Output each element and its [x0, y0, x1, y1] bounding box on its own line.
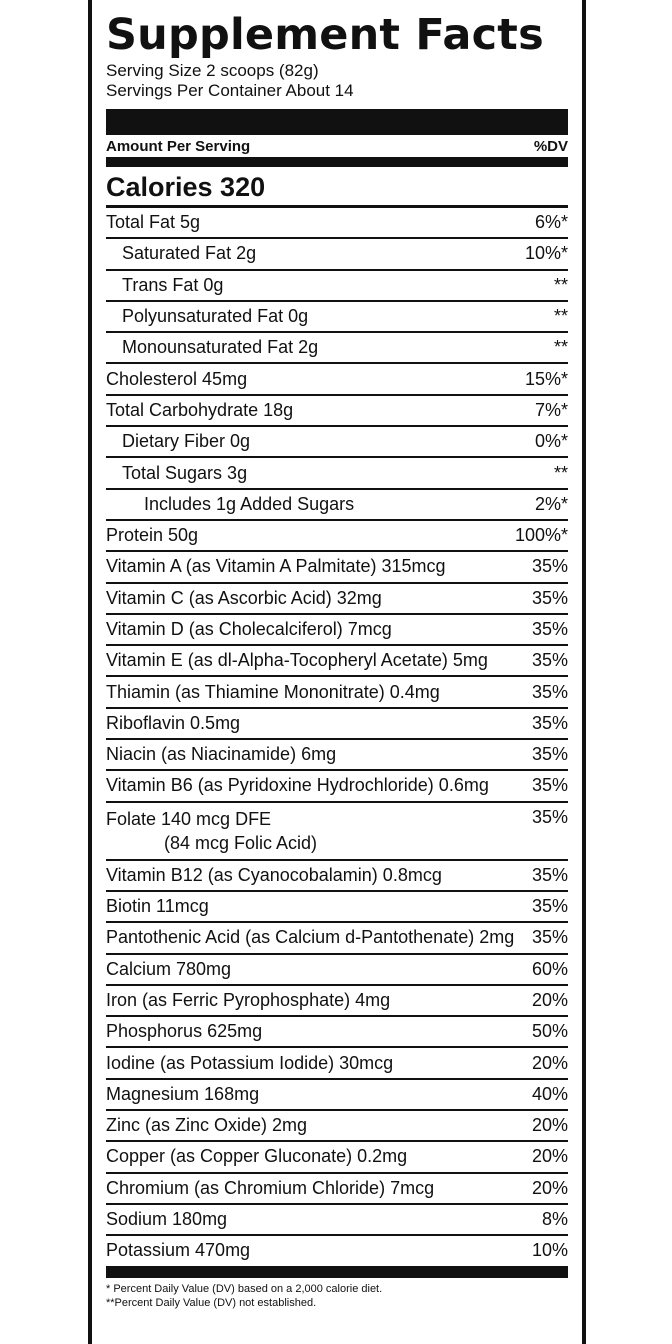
nutrient-dv: 35%: [531, 775, 568, 796]
nutrient-row: [106, 1174, 568, 1205]
calories-row: Calories 320: [106, 167, 568, 208]
nutrient-row: [106, 458, 568, 489]
nutrient-list-secondary: [106, 861, 568, 1268]
nutrient-dv: 20%: [531, 1177, 568, 1198]
nutrient-name: Thiamin (as Thiamine Mononitrate) 0.4mg: [106, 681, 440, 702]
nutrient-dv: 0%*: [534, 431, 568, 452]
servings-per-container: Servings Per Container About 14: [106, 81, 354, 100]
supplement-facts-panel: [88, 0, 586, 1344]
folate-row: [106, 803, 568, 861]
panel-title: Supplement Facts: [106, 10, 544, 60]
nutrient-dv: 35%: [531, 587, 568, 608]
nutrient-name: Polyunsaturated Fat 0g: [122, 306, 309, 327]
nutrient-dv: 20%: [531, 1052, 568, 1073]
nutrient-name: Magnesium 168mg: [106, 1083, 260, 1104]
nutrient-dv: 10%: [531, 1240, 568, 1261]
folate-name: [106, 807, 528, 855]
nutrient-dv: 35%: [531, 927, 568, 948]
nutrient-name: Copper (as Copper Gluconate) 0.2mg: [106, 1146, 408, 1167]
nutrient-dv: 2%*: [534, 493, 568, 514]
nutrient-row: [106, 646, 568, 677]
nutrient-name: Includes 1g Added Sugars: [144, 493, 355, 514]
nutrient-dv: 35%: [531, 744, 568, 765]
nutrient-row: [106, 521, 568, 552]
nutrient-row: [106, 615, 568, 646]
nutrient-name: Pantothenic Acid (as Calcium d-Pantothenate) 2mg: [106, 927, 515, 948]
nutrient-name: Iron (as Ferric Pyrophosphate) 4mg: [106, 989, 391, 1010]
nutrient-list-primary: [106, 208, 568, 803]
nutrient-name: Vitamin B6 (as Pyridoxine Hydrochloride) 0.6mg: [106, 775, 489, 796]
nutrient-dv: 100%*: [514, 525, 568, 546]
nutrient-row: [106, 427, 568, 458]
folate-line1: Folate 140 mcg DFE: [106, 808, 272, 829]
nutrient-name: Zinc (as Zinc Oxide) 2mg: [106, 1115, 308, 1136]
nutrient-dv: 35%: [531, 712, 568, 733]
nutrient-dv: 40%: [531, 1083, 568, 1104]
nutrient-dv: 35%: [531, 556, 568, 577]
nutrient-row: [106, 1111, 568, 1142]
nutrient-row: [106, 986, 568, 1017]
nutrient-row: [106, 333, 568, 364]
nutrient-dv: **: [553, 274, 568, 295]
nutrient-name: Calcium 780mg: [106, 958, 232, 979]
nutrient-row: [106, 584, 568, 615]
nutrient-dv: 35%: [531, 864, 568, 885]
nutrient-row: [106, 677, 568, 708]
nutrient-name: Vitamin E (as dl-Alpha-Tocopheryl Acetate) 5mg: [106, 650, 488, 671]
nutrient-dv: 8%: [541, 1209, 568, 1230]
nutrient-dv: 60%: [531, 958, 568, 979]
nutrient-name: Iodine (as Potassium Iodide) 30mcg: [106, 1052, 394, 1073]
footnote-percent-dv: * Percent Daily Value (DV) based on a 2,000 calorie diet.: [106, 1282, 383, 1295]
serving-size: Serving Size 2 scoops (82g): [106, 61, 319, 80]
nutrient-row: [106, 271, 568, 302]
nutrient-name: Biotin 11mcg: [106, 896, 209, 917]
nutrient-name: Niacin (as Niacinamide) 6mg: [106, 744, 337, 765]
nutrient-row: [106, 208, 568, 239]
nutrient-row: [106, 1080, 568, 1111]
nutrient-row: [106, 1236, 568, 1267]
nutrient-name: Saturated Fat 2g: [122, 243, 257, 264]
nutrient-row: [106, 490, 568, 521]
nutrient-row: [106, 1048, 568, 1079]
nutrient-name: Monounsaturated Fat 2g: [122, 337, 319, 358]
nutrient-name: Vitamin A (as Vitamin A Palmitate) 315mcg: [106, 556, 446, 577]
nutrient-name: Dietary Fiber 0g: [122, 431, 251, 452]
nutrient-row: [106, 302, 568, 333]
nutrient-dv: 20%: [531, 1115, 568, 1136]
footnote-not-established: **Percent Daily Value (DV) not established.: [106, 1296, 317, 1309]
nutrient-row: [106, 892, 568, 923]
nutrient-row: [106, 1017, 568, 1048]
nutrient-name: Phosphorus 625mg: [106, 1021, 263, 1042]
amount-header-row: [106, 135, 568, 157]
top-divider-bar: [106, 109, 568, 135]
folate-line2: (84 mcg Folic Acid): [164, 832, 318, 853]
nutrient-row: [106, 1205, 568, 1236]
nutrient-row: [106, 861, 568, 892]
nutrient-dv: 7%*: [534, 399, 568, 420]
mid-divider-bar: [106, 157, 568, 167]
nutrient-name: Vitamin B12 (as Cyanocobalamin) 0.8mcg: [106, 864, 442, 885]
nutrient-row: [106, 709, 568, 740]
nutrient-dv: 35%: [531, 619, 568, 639]
nutrient-name: Potassium 470mg: [106, 1240, 251, 1261]
panel-inner: [106, 0, 568, 1344]
dv-header-label: %DV: [533, 137, 568, 155]
nutrient-dv: 6%*: [534, 212, 568, 233]
nutrient-row: [106, 1142, 568, 1173]
nutrient-name: Vitamin C (as Ascorbic Acid) 32mg: [106, 587, 382, 608]
nutrient-name: Trans Fat 0g: [122, 274, 224, 295]
nutrient-row: [106, 396, 568, 427]
nutrient-dv: **: [553, 337, 568, 358]
nutrient-dv: 35%: [531, 681, 568, 702]
nutrient-row: [106, 740, 568, 771]
amount-per-serving-label: Amount Per Serving: [106, 137, 251, 155]
nutrient-row: [106, 364, 568, 395]
nutrient-dv: 20%: [531, 989, 568, 1010]
folate-dv: 35%: [531, 806, 568, 827]
nutrient-name: Cholesterol 45mg: [106, 368, 248, 389]
nutrient-dv: **: [553, 306, 568, 327]
nutrient-dv: 10%*: [524, 243, 568, 264]
nutrient-dv: 15%*: [524, 368, 568, 389]
nutrient-row: [106, 955, 568, 986]
nutrient-row: [106, 923, 568, 954]
nutrient-name: Total Carbohydrate 18g: [106, 399, 294, 420]
nutrient-dv: 50%: [531, 1021, 568, 1042]
nutrient-row: [106, 771, 568, 802]
footnote-divider-bar: [106, 1268, 568, 1278]
nutrient-name: Total Fat 5g: [106, 212, 201, 233]
nutrient-dv: 35%: [531, 650, 568, 671]
nutrient-name: Vitamin D (as Cholecalciferol) 7mcg: [106, 619, 392, 639]
nutrient-name: Protein 50g: [106, 525, 199, 546]
nutrient-row: [106, 552, 568, 583]
nutrient-name: Chromium (as Chromium Chloride) 7mcg: [106, 1177, 435, 1198]
nutrient-row: [106, 239, 568, 270]
nutrient-dv: 35%: [531, 896, 568, 917]
nutrient-name: Riboflavin 0.5mg: [106, 712, 241, 733]
nutrient-dv: **: [553, 462, 568, 483]
nutrient-name: Total Sugars 3g: [122, 462, 248, 483]
nutrient-name: Sodium 180mg: [106, 1209, 228, 1230]
nutrient-dv: 20%: [531, 1146, 568, 1167]
